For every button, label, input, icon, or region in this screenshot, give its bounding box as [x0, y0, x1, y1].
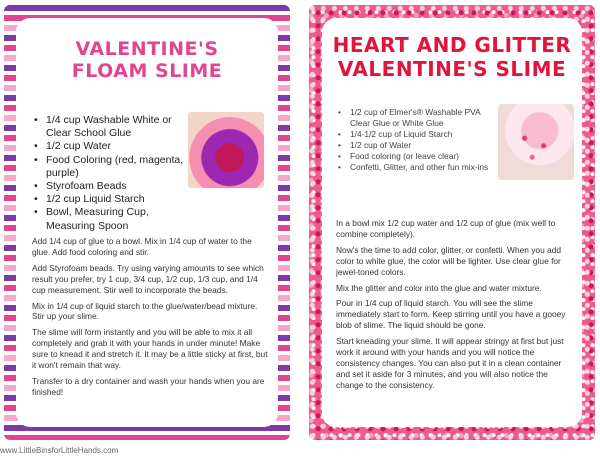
ingredient-item: • 1/2 cup Liquid Starch [32, 193, 184, 206]
ingredient-item: • 1/2 cup Water [32, 140, 184, 153]
ingredient-item: • Food Coloring (red, magenta, purple) [32, 154, 184, 180]
floam-slime-title [16, 18, 278, 83]
instruction-step: Add 1/4 cup of glue to a bowl. Mix in 1/4 cup of water to the glue. Add food coloring and stir. [32, 236, 252, 257]
title-line-2: VALENTINE'S SLIME [337, 56, 567, 81]
floam-slime-panel [16, 18, 278, 427]
instruction-step: Mix the glitter and color into the glue and water mixture. [336, 282, 542, 293]
heart-glitter-slime-title [322, 18, 582, 81]
glitter-slime-photo [498, 104, 574, 180]
instruction-step: Pour in 1/4 cup of liquid starch. You will see the slime immediately start to form. Keep stirring until you have a gooey blob of slime. The liquid should be gone. [336, 298, 566, 331]
ingredient-item: • Food coloring (or leave clear) [336, 151, 496, 162]
ingredient-list [32, 114, 184, 233]
title-line-2: FLOAM SLIME [71, 60, 223, 83]
instruction-step: The slime will form instantly and you will be able to mix it all completely and grab it with your hands in under minute! Make sure to knead it and stretch it. It may be a little sticky at first, but it won't remain that way. [32, 327, 268, 371]
instructions [32, 236, 268, 403]
instruction-step: Transfer to a dry container and wash your hands when you are finished! [32, 375, 265, 397]
ingredient-item: • 1/4 cup Washable White or Clear School Glue [32, 114, 184, 140]
heart-glitter-slime-panel [322, 18, 582, 427]
instruction-step: Now's the time to add color, glitter, or confetti. When you add color to white glue, the color will be lighter. Use clear glue for jewel-toned colors. [336, 244, 562, 277]
heart-glitter-slime-card [309, 5, 595, 440]
instruction-step: In a bowl mix 1/2 cup water and 1/2 cup of glue (mix well to combine completely). [336, 218, 556, 239]
title-line-1: VALENTINE'S [75, 38, 219, 60]
ingredient-list [336, 107, 496, 173]
instruction-step: Add Styrofoam beads. Try using varying amounts to see which result you prefer, try 1 cup, 3/4 cup, 1/2 cup, 1/3 cup, and 1/4 cup measurement. Stir well to incorporate the beads. [32, 262, 264, 295]
floam-slime-photo [188, 112, 264, 188]
instruction-step: Start kneading your slime. It will appear stringy at first but just work it around with your hands and you will notice the consistency changes. You can also put it in a clean container and set it aside for 3 minutes, and you will also notice the change to the consistency. [336, 336, 564, 390]
ingredient-item: • 1/2 cup of Elmer's® Washable PVA Clear Glue or White Glue [336, 107, 496, 129]
floam-slime-card [4, 5, 290, 440]
ingredient-item: • Bowl, Measuring Cup, Measuring Spoon [32, 206, 184, 232]
ingredient-item: • 1/2 cup of Water [336, 140, 496, 151]
title-line-1: HEART AND GLITTER [332, 33, 572, 57]
ingredient-item: • 1/4-1/2 cup of Liquid Starch [336, 129, 496, 140]
ingredient-item: • Styrofoam Beads [32, 180, 184, 193]
instructions [336, 218, 574, 396]
website-footer: www.LittleBinsforLittleHands.com [0, 446, 119, 455]
instruction-step: Mix in 1/4 cup of liquid starch to the glue/water/bead mixture. Stir up your slime. [32, 300, 258, 322]
ingredient-item: • Confetti, Glitter, and other fun mix-ins [336, 162, 496, 173]
